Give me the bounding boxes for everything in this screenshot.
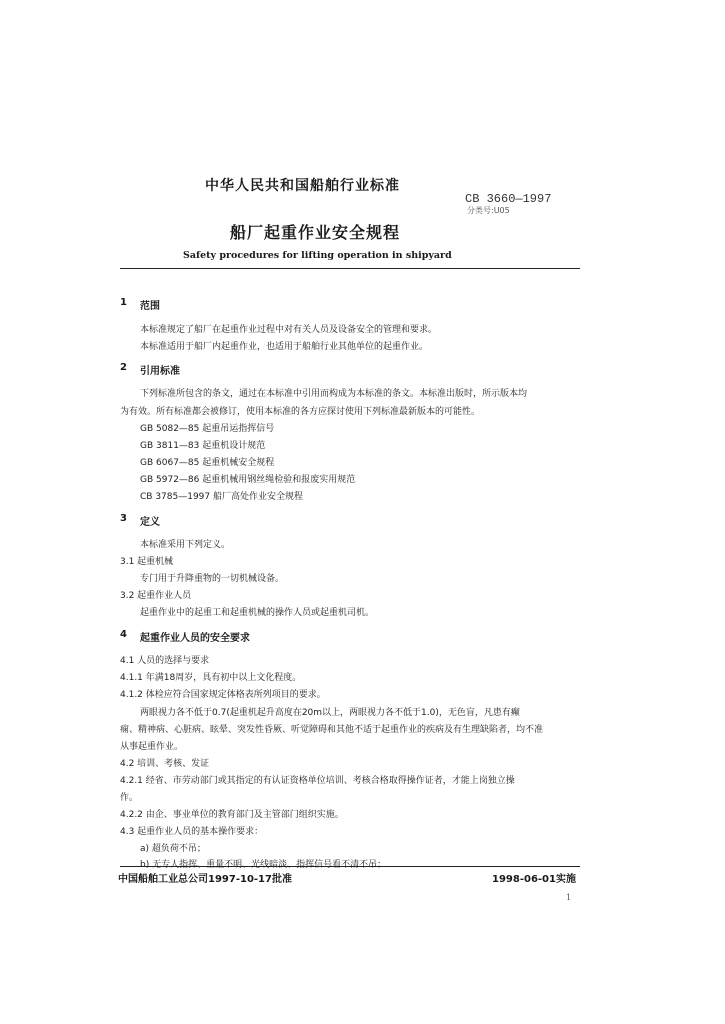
page-number: 1	[566, 893, 572, 902]
header-rule	[120, 268, 580, 269]
section-3-line-1: 本标准采用下列定义。	[140, 540, 231, 550]
definition-3-1-title: 3.1 起重机械	[120, 557, 174, 567]
document-title: 船厂起重作业安全规程	[230, 223, 401, 242]
section-2-line-2: 为有效。所有标准都会被修订，使用本标准的各方应探讨使用下列标准最新版本的可能性。	[120, 407, 481, 417]
clause-4-2-1: 4.2.1 经省、市劳动部门或其指定的有认证资格单位培训、考核合格取得操作证者，才能上岗独立操	[120, 776, 515, 786]
reference-cb3785: CB 3785—1997 船厂高处作业安全规程	[140, 492, 303, 502]
footer-rule	[120, 866, 580, 867]
section-3-number: 3	[120, 513, 127, 524]
clause-4-3: 4.3 起重作业人员的基本操作要求：	[120, 827, 264, 837]
clause-4-1-2-line-1: 两眼视力各不低于0.7(起重机起升高度在20m以上，两眼视力各不低于1.0)，无色盲，凡患有癫	[140, 708, 520, 718]
section-1-heading: 范围	[140, 301, 160, 312]
clause-4-3-a: a) 超负荷不吊；	[140, 844, 206, 854]
reference-gb6067: GB 6067—85 起重机械安全规程	[140, 458, 275, 468]
approval-date: 中国船舶工业总公司1997-10-17批准	[118, 874, 292, 885]
clause-4-2-1-cont: 作。	[120, 793, 139, 803]
reference-gb3811: GB 3811—83 起重机设计规范	[140, 441, 266, 451]
clause-4-1-1: 4.1.1 年满18周岁，具有初中以上文化程度。	[120, 673, 302, 683]
definition-3-2-text: 起重作业中的起重工和起重机械的操作人员或起重机司机。	[140, 608, 375, 618]
section-1-line-1: 本标准规定了船厂在起重作业过程中对有关人员及设备安全的管理和要求。	[140, 325, 438, 335]
reference-gb5082: GB 5082—85 起重吊运指挥信号	[140, 424, 275, 434]
document-subtitle: Safety procedures for lifting operation in shipyard	[183, 250, 452, 261]
classification-number: 分类号:U05	[467, 206, 510, 215]
section-3-heading: 定义	[140, 517, 160, 528]
section-1-line-2: 本标准适用于船厂内起重作业，也适用于船舶行业其他单位的起重作业。	[140, 342, 429, 352]
clause-4-3-b: b) 无专人指挥、重量不明、光线暗淡、指挥信号看不清不吊；	[140, 860, 387, 870]
effective-date: 1998-06-01实施	[492, 874, 576, 885]
clause-4-1: 4.1 人员的选择与要求	[120, 656, 210, 666]
standard-code: CB 3660—1997	[465, 192, 552, 206]
clause-4-1-2-line-2: 痫、精神病、心脏病、眩晕、突发性昏厥、听觉障碍和其他不适于起重作业的疾病及有生理缺陷者，均不准	[120, 725, 544, 735]
clause-4-2-2: 4.2.2 由企、事业单位的教育部门及主管部门组织实施。	[120, 810, 344, 820]
definition-3-2-title: 3.2 起重作业人员	[120, 591, 192, 601]
section-2-number: 2	[120, 362, 127, 373]
clause-4-1-2-line-3: 从事起重作业。	[120, 742, 184, 752]
reference-gb5972: GB 5972—86 起重机械用钢丝绳检验和报废实用规范	[140, 475, 356, 485]
definition-3-1-text: 专门用于升降重物的一切机械设备。	[140, 574, 285, 584]
section-4-heading: 起重作业人员的安全要求	[140, 633, 250, 644]
clause-4-1-2: 4.1.2 体检应符合国家规定体格表所列项目的要求。	[120, 690, 326, 700]
clause-4-2: 4.2 培训、考核、发证	[120, 759, 210, 769]
section-1-number: 1	[120, 297, 127, 308]
section-2-line-1: 下列标准所包含的条文，通过在本标准中引用而构成为本标准的条文。本标准出版时，所示版本均	[140, 389, 528, 399]
section-4-number: 4	[120, 629, 127, 640]
standard-header: 中华人民共和国船舶行业标准	[205, 178, 400, 194]
section-2-heading: 引用标准	[140, 366, 180, 377]
